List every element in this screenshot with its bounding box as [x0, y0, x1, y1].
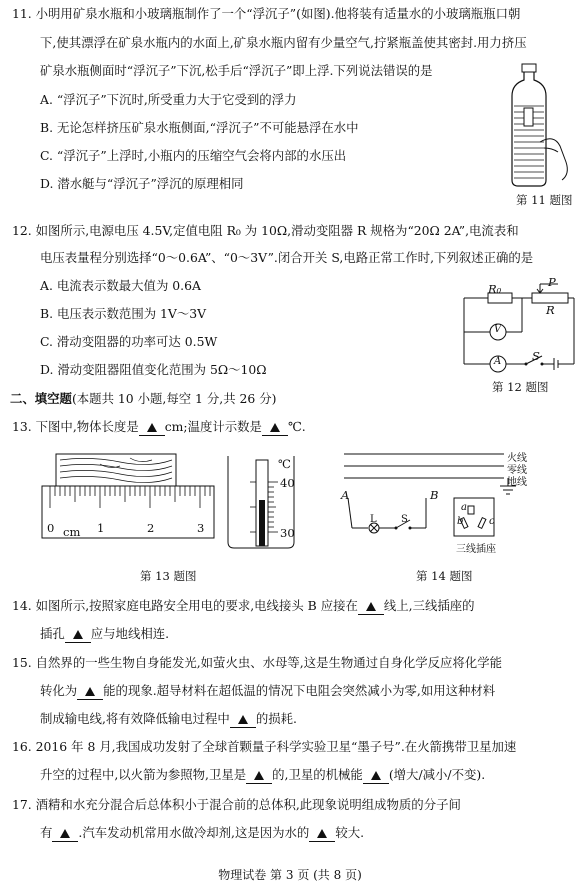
bottle-figure [500, 62, 578, 190]
switch-label: S [401, 514, 408, 525]
r-label: R [546, 303, 555, 317]
q12-option-c: C. 滑动变阻器的功率可达 0.5W [40, 334, 218, 349]
socket-hole-a: a [461, 502, 467, 513]
q11-option-a: A. “浮沉子”下沉时,所受重力大于它受到的浮力 [40, 92, 297, 107]
ruler-tick-0: 0 [47, 521, 55, 535]
q15-line-3 [40, 711, 297, 728]
q17-text-3: 较大. [335, 825, 365, 840]
q12-option-b: B. 电压表示数范围为 1V～3V [40, 306, 207, 321]
q11-caption: 第 11 题图 [516, 193, 573, 207]
wire-neutral: 零线 [507, 465, 527, 476]
point-a-label: A [341, 488, 350, 502]
q15-text-3: 制成输电线,将有效降低输电过程中 [40, 711, 230, 726]
q11-line-3: 矿泉水瓶侧面时“浮沉子”下沉,松手后“浮沉子”即上浮.下列说法错误的是 [40, 63, 433, 78]
q16-text-1: 升空的过程中,以火箭为参照物,卫星是 [40, 767, 247, 782]
q17-text-1: 有 [40, 825, 53, 840]
q15-text-2: 能的现象.超导材料在超低温的情况下电阻会突然减小为零,如用这种材料 [103, 683, 496, 698]
section-2-title: 二、填空题 [10, 391, 72, 406]
q14-blank-2[interactable] [65, 626, 91, 643]
q13-text-mid: cm;温度计示数是 [164, 419, 262, 434]
q16-line-1: 16. 2016 年 8 月,我国成功发射了全球首颗量子科学实验卫星“墨子号”.在火箭携带卫星加速 [12, 739, 517, 754]
q14-text-3: 插孔 [40, 626, 65, 641]
q12-line-2: 电压表量程分别选择“0～0.6A”、“0～3V”.闭合开关 S,电路正常工作时,下列叙述正确的是 [40, 250, 534, 265]
section-2-note: (本题共 10 小题,每空 1 分,共 26 分) [71, 391, 277, 406]
q16-text-2: 的,卫星的机械能 [272, 767, 363, 782]
page-footer: 物理试卷 第 3 页 (共 8 页) [218, 868, 362, 882]
s-label: S [532, 349, 540, 363]
q14-caption: 第 14 题图 [416, 569, 473, 583]
q16-line-2 [40, 767, 485, 784]
section-2-heading [10, 391, 276, 407]
q11-line-1: 11. 小明用矿泉水瓶和小玻璃瓶制作了一个“浮沉子”(如图).他将装有适量水的小玻璃瓶瓶口朝 [12, 6, 521, 21]
ruler-tick-2: 2 [147, 521, 155, 535]
q15-line-2 [40, 683, 495, 700]
q15-blank-2[interactable] [230, 711, 256, 728]
q17-line-1: 17. 酒精和水充分混合后总体积小于混合前的总体积,此现象说明组成物质的分子间 [12, 797, 461, 812]
q14-text-1: 14. 如图所示,按照家庭电路安全用电的要求,电线接头 B 应接在 [12, 598, 358, 613]
q11-line-2: 下,使其漂浮在矿泉水瓶内的水面上,矿泉水瓶内留有少量空气,拧紧瓶盖使其密封.用力挤压 [40, 35, 527, 50]
q11-option-d: D. 潜水艇与“浮沉子”浮沉的原理相同 [40, 176, 244, 191]
q17-blank-2[interactable] [309, 825, 335, 842]
r0-label: R₀ [488, 282, 502, 296]
q13-text-pre: 13. 下图中,物体长度是 [12, 419, 139, 434]
q16-blank-2[interactable] [363, 767, 389, 784]
socket-hole-b: b [457, 516, 464, 527]
q15-text-1: 转化为 [40, 683, 78, 698]
ruler-tick-1: 1 [97, 521, 105, 535]
q13-text-post: ℃. [287, 419, 306, 434]
socket-hole-c: c [489, 516, 495, 527]
q12-line-1: 12. 如图所示,电源电压 4.5V,定值电阻 R₀ 为 10Ω,滑动变阻器 R 规格为“20Ω 2A”,电流表和 [12, 223, 519, 238]
q12-option-a: A. 电流表示数最大值为 0.6A [40, 278, 201, 293]
q12-caption: 第 12 题图 [492, 380, 549, 394]
thermo-tick-30: 30 [280, 526, 295, 540]
q11-option-b: B. 无论怎样挤压矿泉水瓶侧面,“浮沉子”不可能悬浮在水中 [40, 120, 359, 135]
q14-line-1 [12, 598, 475, 615]
circuit-figure-12 [460, 280, 578, 376]
ruler-unit: cm [63, 525, 81, 539]
q14-line-2 [40, 626, 169, 643]
q17-line-2 [40, 825, 364, 842]
q14-blank-1[interactable] [358, 598, 384, 615]
v-label: V [494, 324, 502, 335]
q13-caption: 第 13 题图 [140, 569, 197, 583]
ruler-tick-3: 3 [197, 521, 205, 535]
q13-blank-2[interactable] [262, 419, 288, 436]
point-b-label: B [430, 488, 439, 502]
socket-label: 三线插座 [456, 544, 496, 555]
q14-text-4: 应与地线相连. [90, 626, 170, 641]
thermo-tick-40: 40 [280, 476, 295, 490]
q15-text-4: 的损耗. [255, 711, 297, 726]
a-label: A [494, 356, 502, 367]
q17-blank-1[interactable] [52, 825, 78, 842]
wire-ground: 地线 [507, 477, 527, 488]
q16-blank-1[interactable] [246, 767, 272, 784]
q14-text-2: 线上,三线插座的 [383, 598, 475, 613]
q12-option-d: D. 滑动变阻器阻值变化范围为 5Ω～10Ω [40, 362, 267, 377]
q13-line [12, 419, 306, 436]
q11-option-c: C. “浮沉子”上浮时,小瓶内的压缩空气会将内部的水压出 [40, 148, 347, 163]
lamp-label: L [370, 514, 377, 525]
wire-live: 火线 [507, 453, 527, 464]
q16-text-3: (增大/减小/不变). [388, 767, 486, 782]
q17-text-2: .汽车发动机常用水做冷却剂,这是因为水的 [78, 825, 310, 840]
p-label: P [548, 275, 556, 289]
q13-blank-1[interactable] [139, 419, 165, 436]
q15-line-1: 15. 自然界的一些生物自身能发光,如萤火虫、水母等,这是生物通过自身化学反应将化学能 [12, 655, 502, 670]
q15-blank-1[interactable] [77, 683, 103, 700]
thermo-unit: ℃ [278, 457, 291, 471]
